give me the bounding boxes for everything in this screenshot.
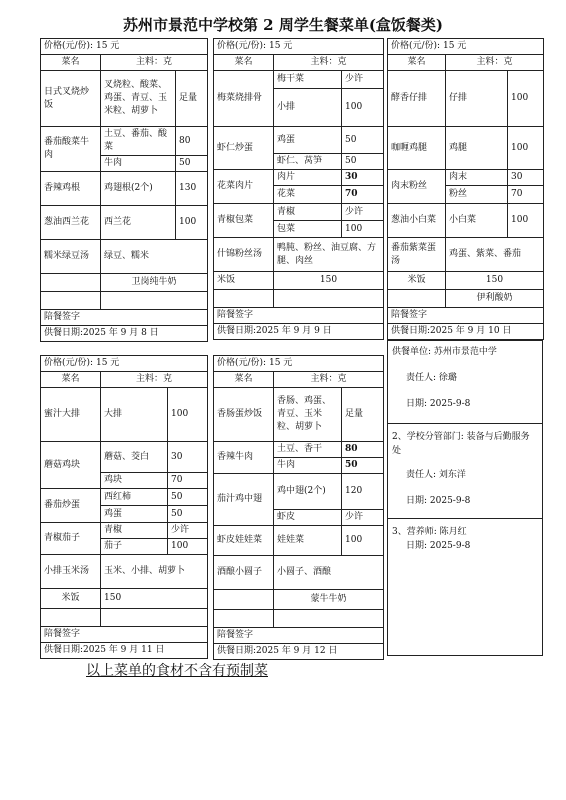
col-ingredient: 主料：克 xyxy=(274,372,384,388)
dish-name: 什锦粉丝汤 xyxy=(214,238,274,272)
price-row: 价格(元/份): 15 元 xyxy=(388,39,544,55)
ingredient: 虾仁、莴笋 xyxy=(274,154,342,170)
ingredient: 牛肉 xyxy=(274,458,342,474)
dish-name: 糯米绿豆汤 xyxy=(41,240,101,274)
menu-thursday xyxy=(40,355,208,659)
ingredient: 玉米、小排、胡萝卜 xyxy=(101,555,208,589)
dish-name: 蘑菇鸡块 xyxy=(41,442,101,489)
ingredient: 鸡蛋 xyxy=(274,127,342,154)
sign-row: 陪餐签字 xyxy=(214,628,384,644)
ingredient: 西红柿 xyxy=(101,489,168,506)
sign-date: 日期: 2025-9-8 xyxy=(406,496,471,506)
ingredient: 包菜 xyxy=(274,221,342,238)
dish-name: 茄汁鸡中翅 xyxy=(214,474,274,526)
col-dish: 菜名 xyxy=(388,55,446,71)
ingredient: 鸡蛋、紫菜、番茄 xyxy=(446,238,544,272)
ingredient: 仔排 xyxy=(446,71,508,127)
quantity: 足量 xyxy=(342,388,384,442)
ingredient: 鸡蛋 xyxy=(101,506,168,523)
ingredient: 青椒 xyxy=(101,523,168,539)
menu-wednesday xyxy=(387,38,544,340)
quantity: 130 xyxy=(176,172,208,206)
responsibility-box xyxy=(387,340,543,656)
quantity: 30 xyxy=(342,170,384,186)
department: 2、学校分管部门: 装备与后勤服务处 xyxy=(392,432,530,456)
nutritionist: 3、营养师: 陈月红 xyxy=(392,527,467,537)
col-dish: 菜名 xyxy=(41,372,101,388)
supplier-unit: 供餐单位: 苏州市景范中学 xyxy=(392,347,497,357)
ingredient: 娃娃菜 xyxy=(274,526,342,556)
quantity: 少许 xyxy=(342,71,384,89)
quantity: 80 xyxy=(342,442,384,458)
dish-name: 虾仁炒蛋 xyxy=(214,127,274,170)
quantity: 30 xyxy=(168,442,208,473)
ingredient: 鸡中翅(2个) xyxy=(274,474,342,510)
dish-name: 肉末粉丝 xyxy=(388,170,446,204)
col-dish: 菜名 xyxy=(41,55,101,71)
ingredient: 青椒 xyxy=(274,204,342,221)
dish-name: 香肠蛋炒饭 xyxy=(214,388,274,442)
sign-date: 日期: 2025-9-8 xyxy=(406,399,471,409)
ingredient: 粉丝 xyxy=(446,186,508,204)
col-dish: 菜名 xyxy=(214,55,274,71)
quantity: 50 xyxy=(176,156,208,172)
ingredient: 花菜 xyxy=(274,186,342,204)
quantity: 足量 xyxy=(176,71,208,127)
dish-name: 酒酿小圆子 xyxy=(214,556,274,590)
ingredient: 牛肉 xyxy=(101,156,176,172)
quantity: 少许 xyxy=(342,510,384,526)
dish-name: 青椒茄子 xyxy=(41,523,101,555)
ingredient: 叉烧粒、酸菜、鸡蛋、青豆、玉米粒、胡萝卜 xyxy=(101,71,176,127)
dish-name: 虾皮娃娃菜 xyxy=(214,526,274,556)
menu-tuesday xyxy=(213,38,384,340)
ingredient: 肉片 xyxy=(274,170,342,186)
dish-name: 米饭 xyxy=(388,272,446,290)
dish-name: 番茄炒蛋 xyxy=(41,489,101,523)
sign-date: 日期: 2025-9-8 xyxy=(406,541,471,551)
quantity: 少许 xyxy=(342,204,384,221)
quantity: 30 xyxy=(508,170,544,186)
quantity: 50 xyxy=(342,127,384,154)
dish-name: 香辣鸡根 xyxy=(41,172,101,206)
ingredient: 肉末 xyxy=(446,170,508,186)
ingredient: 鸭肫、粉丝、油豆腐、方腿、肉丝 xyxy=(274,238,384,272)
dish-name: 番茄紫菜蛋汤 xyxy=(388,238,446,272)
price-row: 价格(元/份): 15 元 xyxy=(41,39,208,55)
responsible-person: 责任人: 刘东洋 xyxy=(406,470,466,480)
quantity: 100 xyxy=(342,89,384,127)
quantity: 50 xyxy=(342,458,384,474)
dish-name: 香辣牛肉 xyxy=(214,442,274,474)
ingredient: 大排 xyxy=(101,388,168,442)
quantity: 100 xyxy=(168,539,208,555)
dish-name: 花菜肉片 xyxy=(214,170,274,204)
ingredient: 小排 xyxy=(274,89,342,127)
quantity: 120 xyxy=(342,474,384,510)
dish-name: 蜜汁大排 xyxy=(41,388,101,442)
quantity: 100 xyxy=(508,71,544,127)
quantity: 70 xyxy=(342,186,384,204)
sign-row: 陪餐签字 xyxy=(41,627,208,643)
ingredient: 150 xyxy=(446,272,544,290)
ingredient: 蒙牛牛奶 xyxy=(274,590,384,610)
quantity: 100 xyxy=(342,221,384,238)
quantity: 50 xyxy=(168,489,208,506)
quantity: 70 xyxy=(508,186,544,204)
price-row: 价格(元/份): 15 元 xyxy=(41,356,208,372)
col-ingredient: 主料：克 xyxy=(446,55,544,71)
quantity: 100 xyxy=(508,204,544,238)
quantity: 100 xyxy=(168,388,208,442)
dish-name: 青椒包菜 xyxy=(214,204,274,238)
dish-name: 米饭 xyxy=(214,272,274,290)
ingredient: 梅干菜 xyxy=(274,71,342,89)
dish-name: 酵香仔排 xyxy=(388,71,446,127)
date-row: 供餐日期:2025 年 9 月 12 日 xyxy=(214,644,384,660)
dish-name: 葱油西兰花 xyxy=(41,206,101,240)
quantity: 少许 xyxy=(168,523,208,539)
col-ingredient: 主料：克 xyxy=(101,55,208,71)
quantity: 100 xyxy=(176,206,208,240)
responsible-person: 责任人: 徐璐 xyxy=(406,373,457,383)
ingredient: 鸡块 xyxy=(101,473,168,489)
ingredient: 150 xyxy=(101,589,208,609)
footer-note: 以上菜单的食材不含有预制菜 xyxy=(86,663,268,679)
ingredient: 鸡腿 xyxy=(446,127,508,170)
page-title: 苏州市景范中学校第 2 周学生餐菜单(盒饭餐类) xyxy=(122,16,444,34)
ingredient: 茄子 xyxy=(101,539,168,555)
date-row: 供餐日期:2025 年 9 月 11 日 xyxy=(41,643,208,659)
ingredient: 鸡翅根(2个) xyxy=(101,172,176,206)
ingredient: 虾皮 xyxy=(274,510,342,526)
quantity: 50 xyxy=(342,154,384,170)
dish-name: 米饭 xyxy=(41,589,101,609)
menu-monday xyxy=(40,38,208,342)
ingredient: 150 xyxy=(274,272,384,290)
dish-name: 番茄酸菜牛肉 xyxy=(41,127,101,172)
dish-name: 小排玉米汤 xyxy=(41,555,101,589)
ingredient: 土豆、香干 xyxy=(274,442,342,458)
ingredient: 小白菜 xyxy=(446,204,508,238)
ingredient: 卫岗纯牛奶 xyxy=(101,274,208,292)
quantity: 70 xyxy=(168,473,208,489)
ingredient: 小圆子、酒酿 xyxy=(274,556,384,590)
ingredient: 蘑菇、茭白 xyxy=(101,442,168,473)
menu-friday xyxy=(213,355,384,660)
ingredient: 香肠、鸡蛋、青豆、玉米粒、胡萝卜 xyxy=(274,388,342,442)
sign-row: 陪餐签字 xyxy=(388,308,544,324)
date-row: 供餐日期:2025 年 9 月 9 日 xyxy=(214,324,384,340)
quantity: 100 xyxy=(342,526,384,556)
quantity: 80 xyxy=(176,127,208,156)
sign-row: 陪餐签字 xyxy=(214,308,384,324)
quantity: 50 xyxy=(168,506,208,523)
date-row: 供餐日期:2025 年 9 月 10 日 xyxy=(388,324,544,340)
date-row: 供餐日期:2025 年 9 月 8 日 xyxy=(41,326,208,342)
ingredient: 西兰花 xyxy=(101,206,176,240)
col-dish: 菜名 xyxy=(214,372,274,388)
dish-name: 梅菜烧排骨 xyxy=(214,71,274,127)
col-ingredient: 主料：克 xyxy=(101,372,208,388)
dish-name: 葱油小白菜 xyxy=(388,204,446,238)
price-row: 价格(元/份): 15 元 xyxy=(214,39,384,55)
dish-name: 咖喱鸡腿 xyxy=(388,127,446,170)
ingredient: 土豆、番茄、酸菜 xyxy=(101,127,176,156)
price-row: 价格(元/份): 15 元 xyxy=(214,356,384,372)
ingredient: 伊利酸奶 xyxy=(446,290,544,308)
sign-row: 陪餐签字 xyxy=(41,310,208,326)
ingredient: 绿豆、糯米 xyxy=(101,240,208,274)
quantity: 100 xyxy=(508,127,544,170)
col-ingredient: 主料：克 xyxy=(274,55,384,71)
dish-name: 日式叉烧炒饭 xyxy=(41,71,101,127)
